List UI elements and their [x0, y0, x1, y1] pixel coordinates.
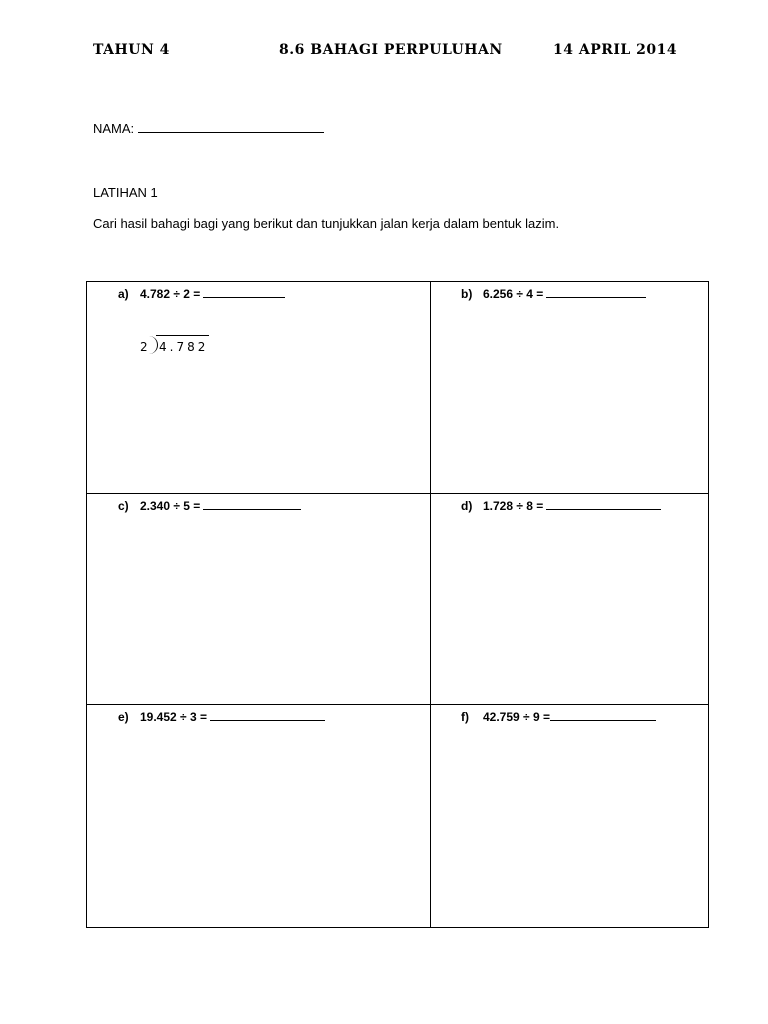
instruction-text: Cari hasil bahagi bagi yang berikut dan tunjukkan jalan kerja dalam bentuk lazim. [93, 216, 560, 231]
question-expression: 6.256 ÷ 4 = [483, 287, 544, 301]
divisor: 2 [140, 340, 148, 354]
question-d [461, 498, 661, 513]
question-e [118, 709, 325, 724]
question-expression: 2.340 ÷ 5 = [140, 499, 201, 513]
question-cell-b [431, 282, 708, 493]
question-c [118, 498, 301, 513]
question-label: e) [118, 710, 129, 724]
page-header [93, 42, 683, 62]
question-expression: 4.782 ÷ 2 = [140, 287, 201, 301]
name-label: NAMA: [93, 121, 135, 136]
name-field [93, 120, 324, 136]
question-label: b) [461, 287, 473, 301]
question-b [461, 286, 646, 301]
header-date: 14 APRIL 2014 [553, 42, 678, 58]
question-a [118, 286, 285, 301]
question-cell-e [87, 704, 431, 927]
answer-blank[interactable] [546, 286, 646, 298]
question-cell-c [87, 493, 431, 704]
answer-blank[interactable] [210, 709, 325, 721]
division-bar [156, 335, 209, 336]
answer-blank[interactable] [550, 709, 656, 721]
answer-blank[interactable] [546, 498, 661, 510]
division-bracket [149, 336, 158, 354]
question-cell-d [431, 493, 708, 704]
question-expression: 19.452 ÷ 3 = [140, 710, 207, 724]
question-expression: 1.728 ÷ 8 = [483, 499, 544, 513]
question-label: f) [461, 710, 469, 724]
question-f [461, 709, 656, 724]
question-label: c) [118, 499, 129, 513]
question-grid [86, 281, 709, 928]
answer-blank[interactable] [203, 286, 285, 298]
name-blank-line[interactable] [138, 120, 324, 133]
question-label: d) [461, 499, 473, 513]
dividend: 4.782 [159, 340, 209, 354]
section-title: LATIHAN 1 [93, 185, 158, 200]
answer-blank[interactable] [203, 498, 301, 510]
question-label: a) [118, 287, 129, 301]
question-cell-f [431, 704, 708, 927]
question-cell-a [87, 282, 431, 493]
header-topic: 8.6 BAHAGI PERPULUHAN [279, 42, 503, 58]
question-expression: 42.759 ÷ 9 = [483, 710, 550, 724]
header-class: TAHUN 4 [93, 42, 170, 58]
